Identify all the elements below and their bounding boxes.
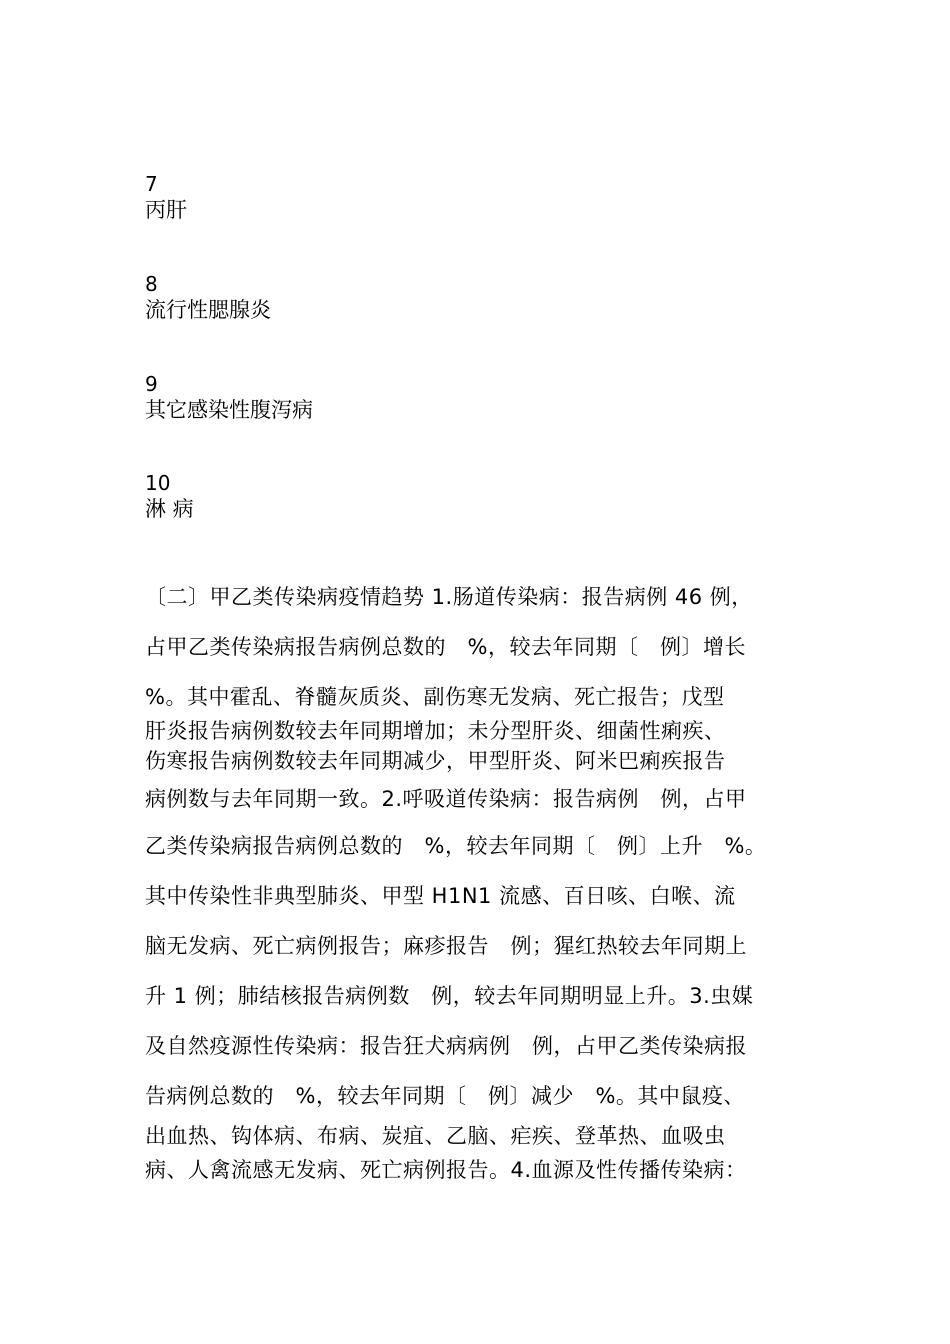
list-item — [145, 172, 745, 224]
paragraph-line: 其中传染性非典型肺炎、甲型 H1N1 流感、百日咳、白喉、流 — [145, 884, 736, 908]
paragraph-line: 乙类传染病报告病例总数的 %，较去年同期〔 例〕上升 %。 — [145, 834, 767, 858]
paragraph-line: 告病例总数的 %，较去年同期〔 例〕减少 %。其中鼠疫、 — [145, 1084, 745, 1108]
paragraph-line: 脑无发病、死亡病例报告；麻疹报告 例；猩红热较去年同期上 — [145, 934, 747, 958]
paragraph-line: 病例数与去年同期一致。2.呼吸道传染病：报告病例 例，占甲 — [145, 787, 747, 811]
item-number: 8 — [145, 272, 158, 296]
list-item — [145, 372, 745, 424]
paragraph-line: %。其中霍乱、脊髓灰质炎、副伤寒无发病、死亡报告；戊型 — [145, 685, 725, 709]
item-number: 10 — [145, 471, 171, 495]
item-number: 7 — [145, 172, 158, 196]
paragraph-line: 占甲乙类传染病报告病例总数的 %，较去年同期〔 例〕增长 — [145, 635, 746, 659]
paragraph-line: 升 1 例；肺结核报告病例数 例，较去年同期明显上升。3.虫媒 — [145, 984, 754, 1008]
item-label: 其它感染性腹泻病 — [145, 398, 313, 422]
paragraph-line: 肝炎报告病例数较去年同期增加；未分型肝炎、细菌性痢疾、 — [145, 719, 726, 743]
paragraph-line: 〔二〕甲乙类传染病疫情趋势 1.肠道传染病：报告病例 46 例， — [145, 585, 753, 609]
item-label: 丙肝 — [145, 198, 187, 222]
item-label: 淋 病 — [145, 497, 194, 521]
paragraph-line: 病、人禽流感无发病、死亡病例报告。4.血源及性传播传染病： — [145, 1158, 747, 1182]
paragraph-line: 伤寒报告病例数较去年同期减少，甲型肝炎、阿米巴痢疾报告 — [145, 749, 726, 773]
paragraph-line: 及自然疫源性传染病：报告狂犬病病例 例，占甲乙类传染病报 — [145, 1034, 747, 1058]
list-item — [145, 471, 745, 523]
item-number: 9 — [145, 372, 158, 396]
item-label: 流行性腮腺炎 — [145, 298, 271, 322]
paragraph-line: 出血热、钩体病、布病、炭疽、乙脑、疟疾、登革热、血吸虫 — [145, 1124, 726, 1148]
list-item — [145, 272, 745, 324]
